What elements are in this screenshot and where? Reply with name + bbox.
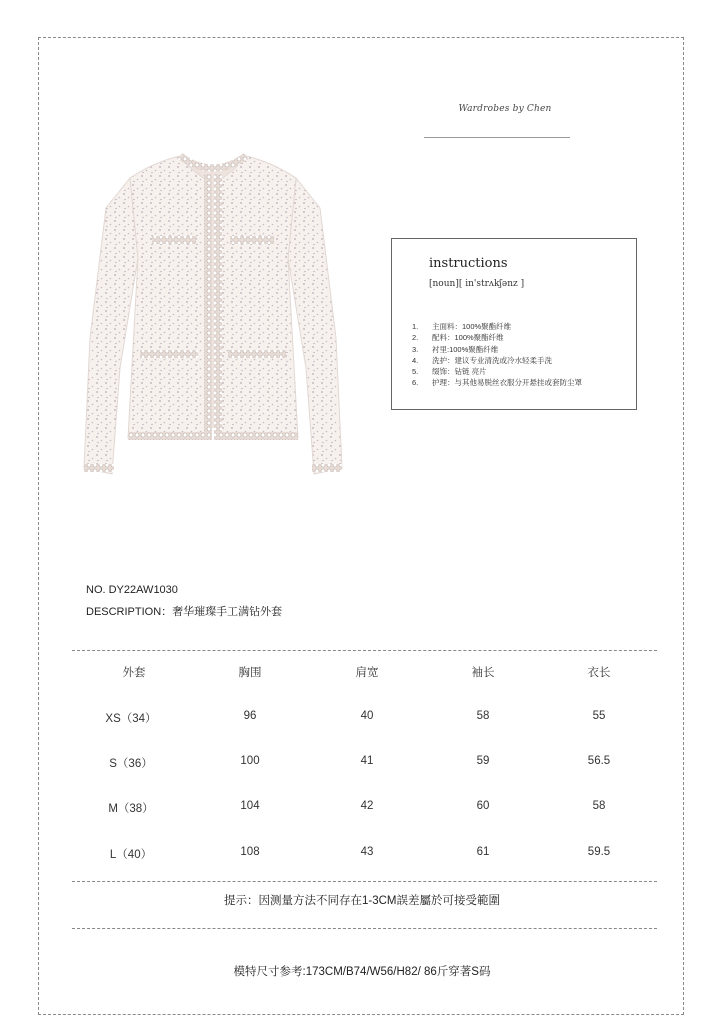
- measurement-tip: 提示：因测量方法不同存在1-3CM誤差屬於可接受範圍: [223, 895, 500, 907]
- table-cell: 56.5: [587, 755, 611, 767]
- table-cell: 61: [476, 846, 490, 858]
- header-cell: 衣长: [587, 667, 611, 679]
- table-cell: M（38）: [108, 803, 154, 815]
- table-cell: 58: [592, 800, 606, 812]
- instructions-list: [412, 321, 582, 389]
- table-cell: 100: [240, 755, 260, 767]
- jacket-illustration: [68, 138, 358, 498]
- header-cell: 肩宽: [355, 667, 379, 679]
- instructions-title: instructions: [429, 256, 508, 271]
- table-cell: 59: [476, 755, 490, 767]
- instructions-phonetic: [noun][ in'strʌkʃənz ]: [429, 279, 525, 289]
- note-rule: [72, 928, 657, 929]
- table-cell: 42: [360, 800, 374, 812]
- table-cell: 43: [360, 846, 374, 858]
- table-cell: 40: [360, 710, 374, 722]
- header-cell: 胸围: [238, 667, 262, 679]
- header-cell: 袖长: [471, 667, 495, 679]
- model-reference: 模特尺寸参考:173CM/B74/W56/H82/ 86斤穿著S码: [233, 966, 491, 978]
- table-cell: 104: [240, 800, 260, 812]
- table-cell: 96: [243, 710, 257, 722]
- table-cell: 60: [476, 800, 490, 812]
- list-item: 4. 洗护：建议专业清洗或冷水轻柔手洗: [412, 355, 552, 365]
- table-bottom-rule: [72, 881, 657, 882]
- brand-signature: Wardrobes by Chen: [458, 104, 552, 114]
- table-cell: 58: [476, 710, 490, 722]
- header-cell: 外套: [122, 667, 146, 679]
- product-image: [68, 138, 358, 498]
- brand-underline: [424, 137, 570, 138]
- table-cell: L（40）: [109, 849, 153, 861]
- list-item: 3. 衬里:100%聚酯纤维: [412, 344, 499, 354]
- table-cell: S（36）: [109, 758, 153, 770]
- table-top-rule: [72, 650, 657, 651]
- list-item: 2. 配料：100%聚酯纤维: [412, 333, 504, 343]
- instructions-box: [391, 238, 637, 410]
- product-description: DESCRIPTION：奢华璀璨手工满钻外套: [86, 606, 283, 618]
- table-cell: 55: [592, 710, 606, 722]
- table-cell: XS（34）: [105, 713, 157, 725]
- list-item: 6. 护理：与其他易脱丝衣服分开悬挂或套防尘罩: [412, 378, 582, 388]
- table-cell: 108: [240, 846, 260, 858]
- list-item: 1. 主面料：100%聚酯纤维: [412, 322, 512, 331]
- table-cell: 59.5: [587, 846, 611, 858]
- list-item: 5. 缀饰：钻链 亮片: [412, 367, 487, 377]
- product-number: NO. DY22AW1030: [86, 584, 178, 596]
- table-cell: 41: [360, 755, 374, 767]
